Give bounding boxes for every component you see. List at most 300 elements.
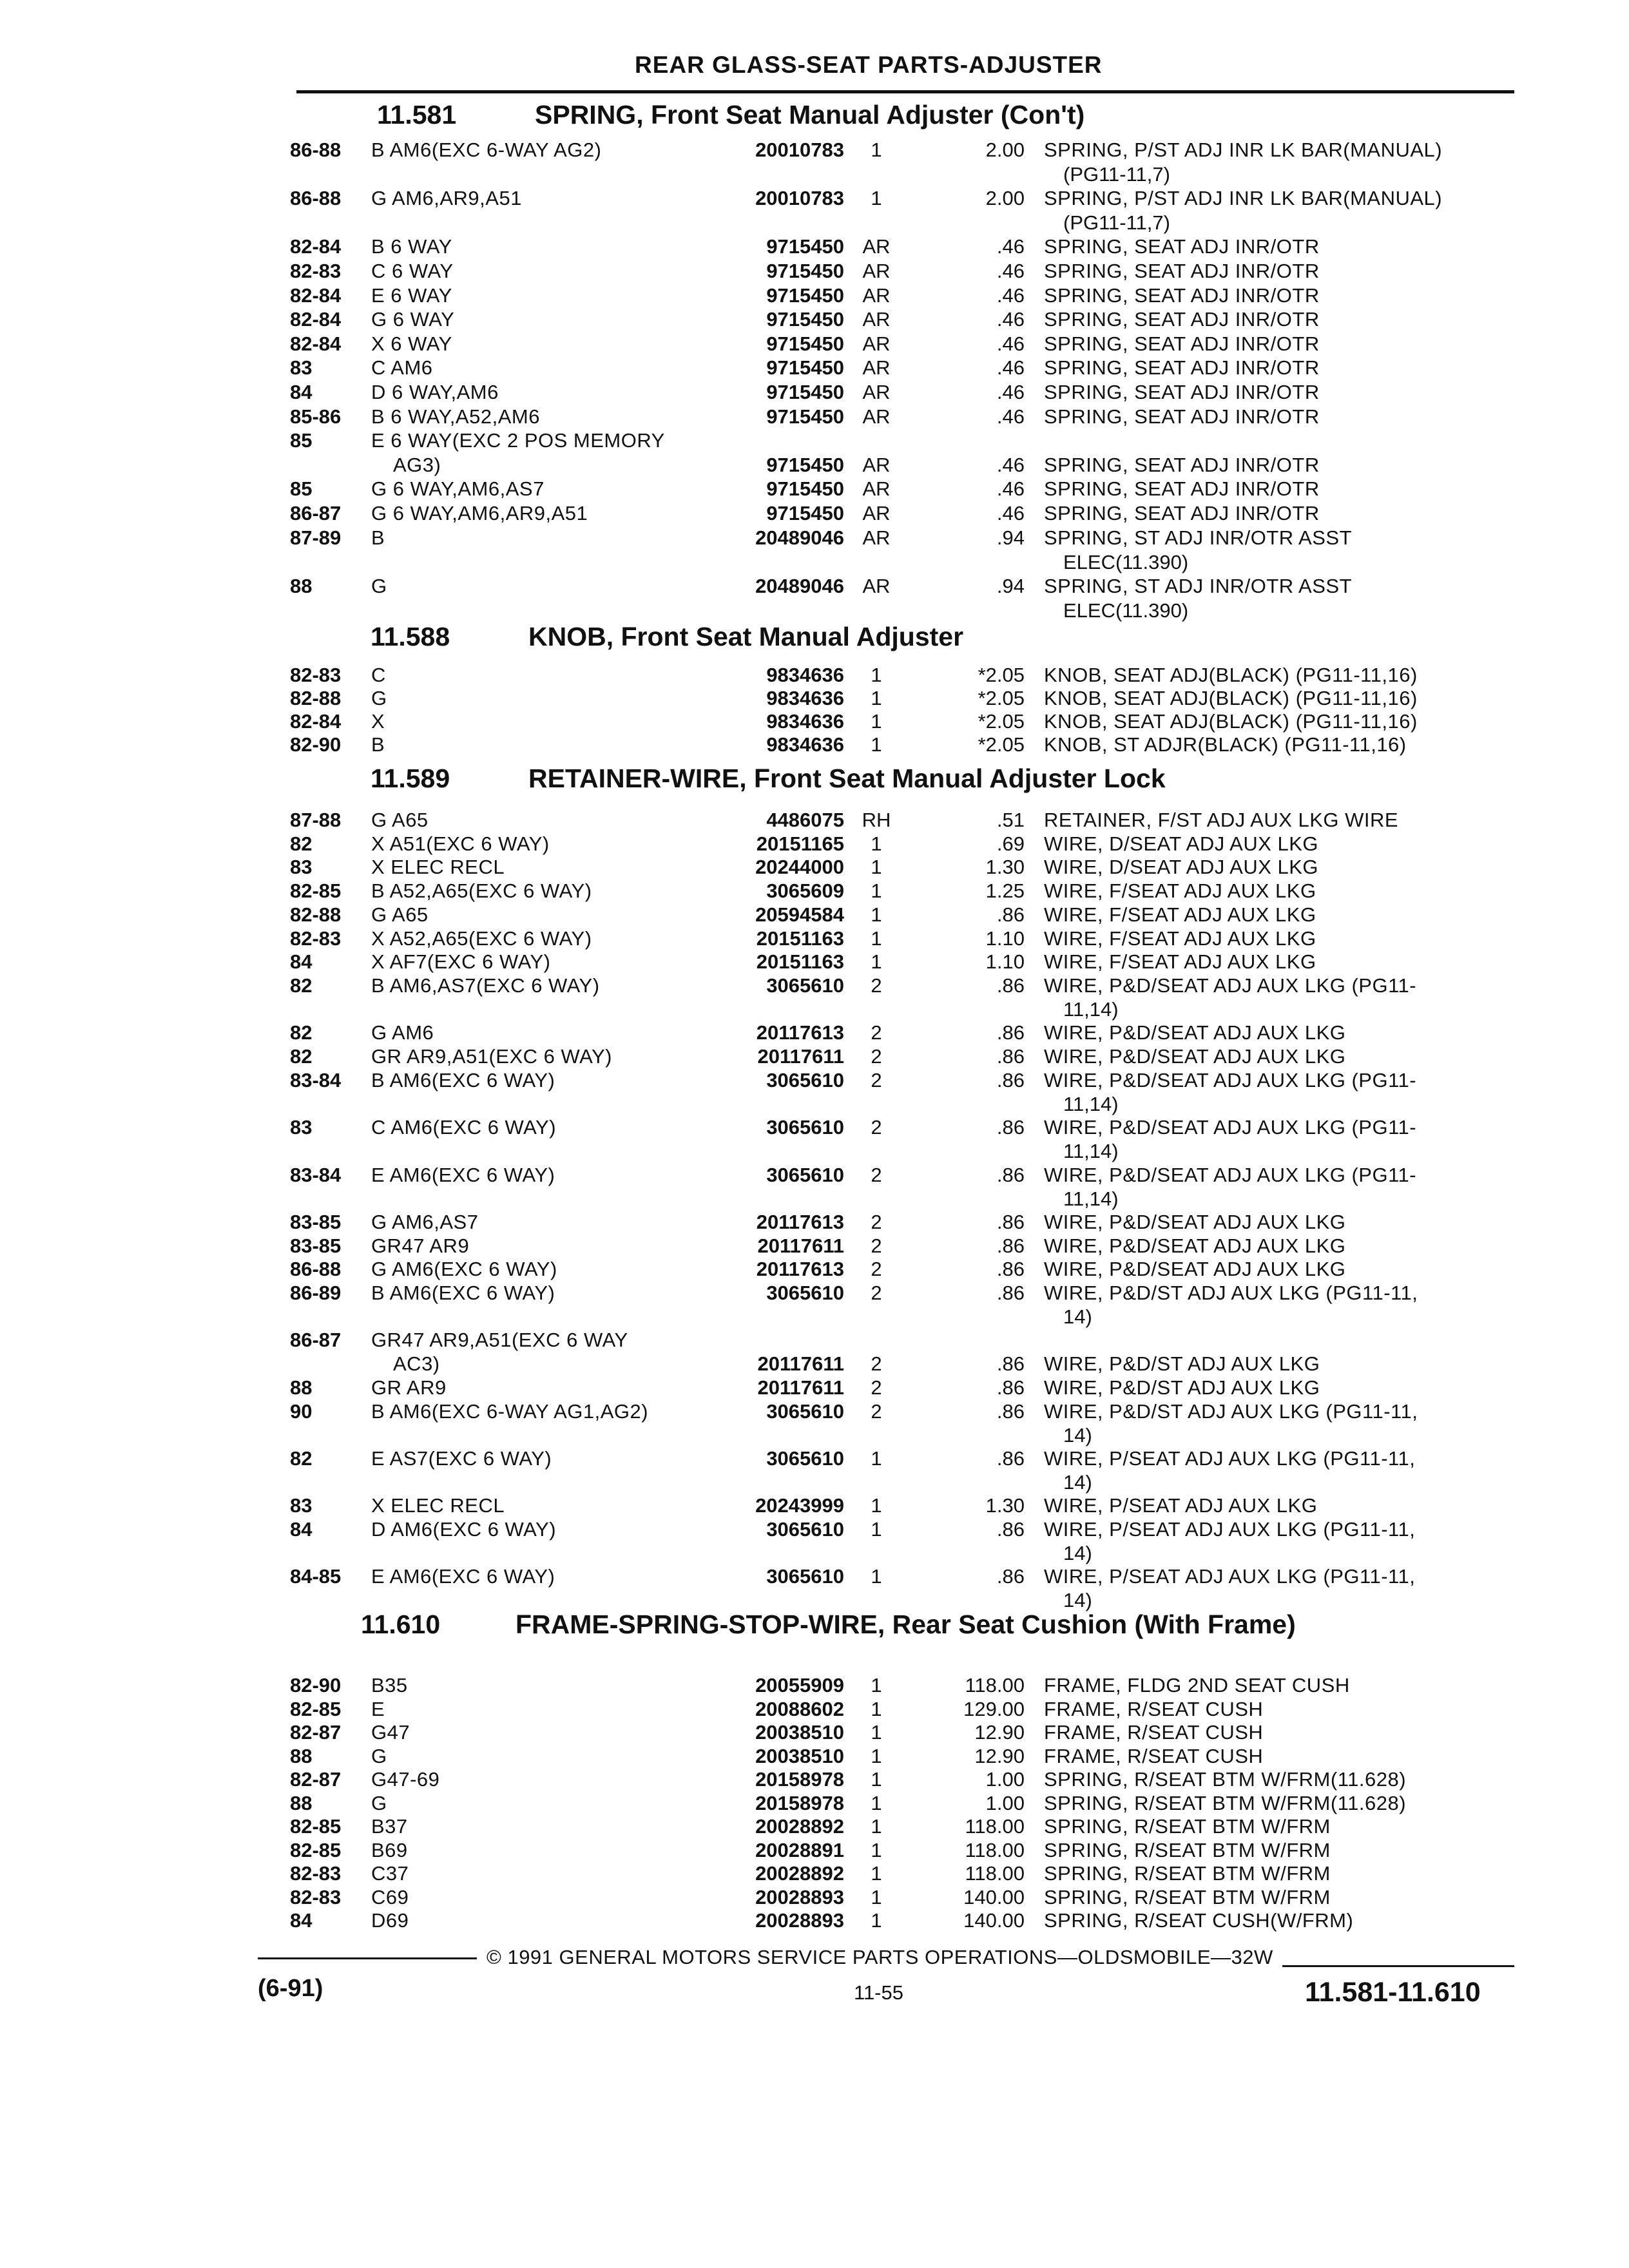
quantity: 2 [871, 1211, 882, 1233]
footer-rule-left [258, 1957, 477, 1959]
quantity: AR [862, 575, 891, 597]
quantity: 1 [871, 1674, 882, 1696]
quantity: 1 [871, 1792, 882, 1814]
application-desc: B 6 WAY,A52,AM6 [371, 405, 540, 428]
part-number: 20117613 [756, 1021, 844, 1044]
quantity: 1 [871, 856, 882, 878]
part-name-cont: (PG11-11,7) [1063, 163, 1170, 186]
model-years: 85-86 [290, 405, 342, 428]
model-years: 83-85 [290, 1235, 342, 1257]
part-name: WIRE, P&D/SEAT ADJ AUX LKG [1044, 1021, 1346, 1044]
part-number: 3065610 [766, 974, 844, 997]
part-name: SPRING, SEAT ADJ INR/OTR [1044, 502, 1320, 524]
model-years: 82-84 [290, 710, 342, 733]
table-row [0, 687, 1629, 710]
part-number: 20010783 [755, 187, 844, 209]
part-name: SPRING, R/SEAT BTM W/FRM [1044, 1886, 1331, 1908]
part-number: 9715450 [766, 477, 844, 500]
table-row [0, 1721, 1629, 1745]
quantity: 1 [871, 733, 882, 756]
part-number: 20117611 [757, 1045, 844, 1068]
page-header-title: REAR GLASS-SEAT PARTS-ADJUSTER [635, 52, 1103, 78]
price: .86 [996, 1518, 1025, 1541]
quantity: 1 [871, 1862, 882, 1885]
part-name: WIRE, P&D/SEAT ADJ AUX LKG (PG11- [1044, 1116, 1417, 1139]
application-desc: E [371, 1698, 385, 1720]
section-title: FRAME-SPRING-STOP-WIRE, Rear Seat Cushion (With Frame) [516, 1610, 1296, 1639]
application-desc: X A52,A65(EXC 6 WAY) [371, 927, 592, 950]
quantity: 1 [871, 927, 882, 950]
application-desc: B 6 WAY [371, 235, 452, 258]
model-years: 84-85 [290, 1565, 342, 1588]
table-row [0, 139, 1629, 187]
model-years: 84 [290, 1909, 313, 1932]
part-number: 20028893 [755, 1886, 844, 1908]
model-years: 90 [290, 1400, 313, 1423]
model-years: 88 [290, 1376, 313, 1399]
table-row [0, 1909, 1629, 1933]
model-years: 82-88 [290, 687, 342, 709]
table-row [0, 1494, 1629, 1518]
application-desc: B AM6(EXC 6-WAY AG1,AG2) [371, 1400, 649, 1423]
price: *2.05 [978, 710, 1025, 733]
table-row [0, 405, 1629, 430]
quantity: 2 [871, 1400, 882, 1423]
quantity: 1 [871, 710, 882, 733]
price: .86 [996, 1400, 1025, 1423]
part-name-cont: 11,14) [1063, 1140, 1119, 1162]
part-number: 9715450 [766, 405, 844, 428]
table-row [0, 1069, 1629, 1116]
footer-section-range: 11.581-11.610 [1305, 1977, 1481, 2008]
part-name: SPRING, SEAT ADJ INR/OTR [1044, 405, 1320, 428]
footer-rule-right [1282, 1965, 1514, 1967]
price: .46 [996, 308, 1025, 331]
table-row [0, 879, 1629, 903]
quantity: 2 [871, 1116, 882, 1139]
price: .86 [996, 1116, 1025, 1139]
part-name: WIRE, P&D/SEAT ADJ AUX LKG (PG11- [1044, 1069, 1417, 1091]
part-name: KNOB, SEAT ADJ(BLACK) (PG11-11,16) [1044, 687, 1418, 709]
application-desc: B35 [371, 1674, 408, 1696]
part-name: WIRE, F/SEAT ADJ AUX LKG [1044, 927, 1316, 950]
part-name: SPRING, SEAT ADJ INR/OTR [1044, 477, 1320, 500]
model-years: 82-83 [290, 1886, 342, 1908]
price: .46 [996, 405, 1025, 428]
table-row [0, 1518, 1629, 1565]
application-desc: G 6 WAY [371, 308, 455, 331]
quantity: 2 [871, 1164, 882, 1186]
quantity: AR [862, 381, 891, 403]
application-desc: X AF7(EXC 6 WAY) [371, 950, 551, 973]
application-desc: GR47 AR9,A51(EXC 6 WAY [371, 1329, 628, 1351]
part-name: SPRING, ST ADJ INR/OTR ASST [1044, 526, 1353, 549]
application-desc: C AM6(EXC 6 WAY) [371, 1116, 557, 1139]
model-years: 82-85 [290, 879, 342, 902]
part-number: 20243999 [755, 1494, 844, 1517]
part-name-cont: (PG11-11,7) [1063, 211, 1170, 234]
model-years: 83-84 [290, 1069, 342, 1091]
table-row [0, 332, 1629, 357]
price: 2.00 [985, 139, 1025, 161]
application-desc: C37 [371, 1862, 409, 1885]
model-years: 82 [290, 1447, 313, 1470]
price: .86 [996, 1045, 1025, 1068]
part-name: WIRE, P&D/ST ADJ AUX LKG [1044, 1376, 1320, 1399]
application-desc-cont: AC3) [393, 1352, 440, 1375]
part-number: 9834636 [766, 664, 844, 686]
part-number: 20117611 [757, 1235, 844, 1257]
model-years: 82-83 [290, 927, 342, 950]
quantity: 1 [871, 1839, 882, 1861]
part-number: 20158978 [755, 1768, 844, 1791]
price: .46 [996, 332, 1025, 355]
application-desc: B AM6(EXC 6-WAY AG2) [371, 139, 602, 161]
price: .51 [996, 809, 1025, 831]
model-years: 85 [290, 429, 313, 452]
application-desc: E 6 WAY(EXC 2 POS MEMORY [371, 429, 665, 452]
part-name: WIRE, F/SEAT ADJ AUX LKG [1044, 879, 1316, 902]
part-name: WIRE, F/SEAT ADJ AUX LKG [1044, 950, 1316, 973]
model-years: 86-88 [290, 139, 342, 161]
price: .46 [996, 454, 1025, 476]
part-number: 4486075 [766, 809, 844, 831]
quantity: 1 [871, 1698, 882, 1720]
model-years: 82-88 [290, 903, 342, 926]
part-number: 20594584 [755, 903, 844, 926]
quantity: 1 [871, 687, 882, 709]
application-desc: B37 [371, 1815, 408, 1838]
part-name: SPRING, ST ADJ INR/OTR ASST [1044, 575, 1353, 597]
table-row [0, 477, 1629, 502]
application-desc-cont: AG3) [393, 454, 441, 476]
application-desc: GR AR9,A51(EXC 6 WAY) [371, 1045, 612, 1068]
price: .86 [996, 1021, 1025, 1044]
part-number: 20151163 [756, 950, 844, 973]
price: .46 [996, 356, 1025, 379]
part-name: SPRING, SEAT ADJ INR/OTR [1044, 235, 1320, 258]
table-row [0, 1164, 1629, 1211]
model-years: 82 [290, 832, 313, 855]
quantity: 1 [871, 1768, 882, 1791]
part-name-cont: ELEC(11.390) [1063, 551, 1189, 573]
part-name: SPRING, P/ST ADJ INR LK BAR(MANUAL) [1044, 139, 1443, 161]
part-name: WIRE, P&D/SEAT ADJ AUX LKG [1044, 1258, 1346, 1280]
quantity: 2 [871, 1352, 882, 1375]
quantity: 1 [871, 879, 882, 902]
part-number: 20038510 [755, 1721, 844, 1744]
price: .86 [996, 1069, 1025, 1091]
model-years: 86-87 [290, 1329, 342, 1351]
part-number: 3065610 [766, 1164, 844, 1186]
price: .46 [996, 284, 1025, 307]
table-row [0, 974, 1629, 1021]
application-desc: G AM6,AR9,A51 [371, 187, 522, 209]
application-desc: B AM6(EXC 6 WAY) [371, 1282, 555, 1304]
price: .86 [996, 1258, 1025, 1280]
application-desc: X [371, 710, 385, 733]
application-desc: C AM6 [371, 356, 433, 379]
price: .69 [996, 832, 1025, 855]
application-desc: X A51(EXC 6 WAY) [371, 832, 550, 855]
table-row [0, 1235, 1629, 1258]
quantity: 1 [871, 903, 882, 926]
model-years: 82-87 [290, 1721, 342, 1744]
quantity: 1 [871, 1494, 882, 1517]
model-years: 82-84 [290, 235, 342, 258]
application-desc: G47 [371, 1721, 410, 1744]
part-name: KNOB, SEAT ADJ(BLACK) (PG11-11,16) [1044, 710, 1418, 733]
application-desc: GR AR9 [371, 1376, 447, 1399]
quantity: 1 [871, 1447, 882, 1470]
quantity: AR [862, 502, 891, 524]
table-row [0, 1258, 1629, 1282]
model-years: 83 [290, 1116, 313, 1139]
part-number: 3065610 [766, 1282, 844, 1304]
part-name: SPRING, R/SEAT BTM W/FRM [1044, 1815, 1331, 1838]
application-desc: D69 [371, 1909, 409, 1932]
model-years: 82-85 [290, 1698, 342, 1720]
table-row [0, 1745, 1629, 1769]
part-number: 9715450 [766, 502, 844, 524]
table-row [0, 1698, 1629, 1722]
part-name: RETAINER, F/ST ADJ AUX LKG WIRE [1044, 809, 1399, 831]
quantity: AR [862, 477, 891, 500]
application-desc: B [371, 733, 385, 756]
part-number: 20151163 [756, 927, 844, 950]
price: *2.05 [978, 733, 1025, 756]
application-desc: G AM6,AS7 [371, 1211, 479, 1233]
part-number: 9715450 [766, 356, 844, 379]
table-row [0, 260, 1629, 284]
part-name-cont: 11,14) [1063, 1187, 1119, 1210]
price: .86 [996, 903, 1025, 926]
table-row [0, 1839, 1629, 1863]
part-number: 20244000 [755, 856, 844, 878]
quantity: 1 [871, 664, 882, 686]
part-number: 20117611 [757, 1352, 844, 1375]
section-number: 11.588 [371, 622, 450, 651]
part-name: FRAME, FLDG 2ND SEAT CUSH [1044, 1674, 1350, 1696]
part-name: WIRE, D/SEAT ADJ AUX LKG [1044, 832, 1319, 855]
quantity: 2 [871, 1069, 882, 1091]
table-row [0, 502, 1629, 526]
section-number: 11.589 [371, 764, 450, 793]
model-years: 82-87 [290, 1768, 342, 1791]
part-number: 20088602 [755, 1698, 844, 1720]
part-name: SPRING, P/ST ADJ INR LK BAR(MANUAL) [1044, 187, 1443, 209]
part-number: 20028893 [755, 1909, 844, 1932]
model-years: 88 [290, 575, 313, 597]
part-number: 3065610 [766, 1518, 844, 1541]
model-years: 88 [290, 1792, 313, 1814]
table-row [0, 856, 1629, 879]
table-row [0, 284, 1629, 309]
model-years: 84 [290, 381, 313, 403]
quantity: AR [862, 356, 891, 379]
price: .86 [996, 1352, 1025, 1375]
part-name: WIRE, F/SEAT ADJ AUX LKG [1044, 903, 1316, 926]
table-row [0, 927, 1629, 951]
table-row [0, 950, 1629, 974]
part-name: SPRING, SEAT ADJ INR/OTR [1044, 332, 1320, 355]
part-number: 9715450 [766, 332, 844, 355]
quantity: 1 [871, 950, 882, 973]
part-name: WIRE, P&D/SEAT ADJ AUX LKG [1044, 1235, 1346, 1257]
part-name-cont: 14) [1063, 1305, 1092, 1328]
model-years: 82-85 [290, 1815, 342, 1838]
application-desc: G A65 [371, 903, 429, 926]
model-years: 82-90 [290, 733, 342, 756]
table-row [0, 1021, 1629, 1045]
quantity: 2 [871, 1045, 882, 1068]
table-row [0, 1862, 1629, 1886]
table-row [0, 1329, 1629, 1376]
quantity: AR [862, 454, 891, 476]
model-years: 83 [290, 856, 313, 878]
table-row [0, 1211, 1629, 1235]
quantity: AR [862, 526, 891, 549]
part-name: WIRE, P/SEAT ADJ AUX LKG (PG11-11, [1044, 1447, 1416, 1470]
part-number: 20117611 [757, 1376, 844, 1399]
model-years: 86-88 [290, 1258, 342, 1280]
model-years: 82-83 [290, 664, 342, 686]
price: .46 [996, 381, 1025, 403]
part-name: FRAME, R/SEAT CUSH [1044, 1698, 1264, 1720]
part-name: WIRE, P/SEAT ADJ AUX LKG (PG11-11, [1044, 1565, 1416, 1588]
table-row [0, 381, 1629, 405]
table-row [0, 1886, 1629, 1910]
quantity: 2 [871, 1235, 882, 1257]
part-number: 20028891 [755, 1839, 844, 1861]
part-number: 3065610 [766, 1116, 844, 1139]
application-desc: D 6 WAY,AM6 [371, 381, 499, 403]
quantity: 1 [871, 1909, 882, 1932]
part-number: 9834636 [766, 710, 844, 733]
part-number: 20028892 [755, 1815, 844, 1838]
application-desc: C 6 WAY [371, 260, 454, 282]
price: .46 [996, 502, 1025, 524]
application-desc: X 6 WAY [371, 332, 452, 355]
quantity: 1 [871, 1745, 882, 1767]
quantity: 2 [871, 1258, 882, 1280]
part-number: 20489046 [755, 526, 844, 549]
table-row [0, 1045, 1629, 1069]
section-title: KNOB, Front Seat Manual Adjuster [528, 622, 964, 651]
price: .86 [996, 1376, 1025, 1399]
table-row [0, 710, 1629, 733]
table-row [0, 733, 1629, 756]
footer-page-number: 11-55 [854, 1981, 903, 2004]
price: 2.00 [985, 187, 1025, 209]
quantity: 2 [871, 974, 882, 997]
model-years: 82 [290, 1045, 313, 1068]
price: .46 [996, 477, 1025, 500]
model-years: 82-84 [290, 308, 342, 331]
part-name: WIRE, P&D/ST ADJ AUX LKG (PG11-11, [1044, 1400, 1418, 1423]
quantity: AR [862, 284, 891, 307]
part-name: SPRING, R/SEAT BTM W/FRM [1044, 1839, 1331, 1861]
quantity: AR [862, 308, 891, 331]
model-years: 84 [290, 950, 313, 973]
table-row [0, 1116, 1629, 1163]
table-row [0, 832, 1629, 856]
part-name: WIRE, P/SEAT ADJ AUX LKG (PG11-11, [1044, 1518, 1416, 1541]
part-name: KNOB, ST ADJR(BLACK) (PG11-11,16) [1044, 733, 1407, 756]
part-number: 20158978 [755, 1792, 844, 1814]
application-desc: C [371, 664, 386, 686]
model-years: 88 [290, 1745, 313, 1767]
application-desc: G47-69 [371, 1768, 440, 1791]
table-row [0, 1447, 1629, 1494]
quantity: AR [862, 405, 891, 428]
price: .46 [996, 235, 1025, 258]
table-row [0, 526, 1629, 575]
price: 1.00 [985, 1768, 1025, 1791]
part-name: SPRING, SEAT ADJ INR/OTR [1044, 381, 1320, 403]
part-number: 20151165 [756, 832, 844, 855]
part-name: SPRING, R/SEAT BTM W/FRM [1044, 1862, 1331, 1885]
price: .94 [996, 526, 1025, 549]
part-name: WIRE, P&D/SEAT ADJ AUX LKG [1044, 1045, 1346, 1068]
part-name: WIRE, P&D/SEAT ADJ AUX LKG [1044, 1211, 1346, 1233]
price: 118.00 [965, 1815, 1025, 1838]
application-desc: E AS7(EXC 6 WAY) [371, 1447, 552, 1470]
quantity: 1 [871, 1518, 882, 1541]
price: 1.30 [985, 856, 1025, 878]
part-name: WIRE, P&D/ST ADJ AUX LKG (PG11-11, [1044, 1282, 1418, 1304]
application-desc: B AM6(EXC 6 WAY) [371, 1069, 555, 1091]
price: .46 [996, 260, 1025, 282]
table-row [0, 429, 1629, 477]
part-number: 20055909 [755, 1674, 844, 1696]
footer-date: (6-91) [258, 1975, 323, 2002]
model-years: 85 [290, 477, 313, 500]
application-desc: B A52,A65(EXC 6 WAY) [371, 879, 592, 902]
price: 118.00 [965, 1839, 1025, 1861]
price: 1.10 [985, 927, 1025, 950]
application-desc: G [371, 687, 387, 709]
price: 12.90 [974, 1745, 1025, 1767]
table-row [0, 664, 1629, 687]
model-years: 84 [290, 1518, 313, 1541]
model-years: 82-85 [290, 1839, 342, 1861]
part-name: WIRE, D/SEAT ADJ AUX LKG [1044, 856, 1319, 878]
header-rule [296, 90, 1514, 93]
part-name: SPRING, R/SEAT BTM W/FRM(11.628) [1044, 1792, 1407, 1814]
price: 1.10 [985, 950, 1025, 973]
section-title: SPRING, Front Seat Manual Adjuster (Con't) [535, 100, 1085, 130]
part-number: 9834636 [766, 687, 844, 709]
application-desc: B [371, 526, 385, 549]
model-years: 82-84 [290, 284, 342, 307]
application-desc: E AM6(EXC 6 WAY) [371, 1164, 555, 1186]
part-number: 9715450 [766, 284, 844, 307]
model-years: 86-88 [290, 187, 342, 209]
price: 1.00 [985, 1792, 1025, 1814]
model-years: 86-89 [290, 1282, 342, 1304]
table-row [0, 1768, 1629, 1792]
quantity: AR [862, 260, 891, 282]
application-desc: GR47 AR9 [371, 1235, 470, 1257]
quantity: 1 [871, 1721, 882, 1744]
part-name-cont: 14) [1063, 1542, 1092, 1564]
part-name: WIRE, P&D/SEAT ADJ AUX LKG (PG11- [1044, 1164, 1417, 1186]
application-desc: G 6 WAY,AM6,AS7 [371, 477, 545, 500]
application-desc: G [371, 1792, 387, 1814]
part-number: 9715450 [766, 308, 844, 331]
price: .86 [996, 1447, 1025, 1470]
